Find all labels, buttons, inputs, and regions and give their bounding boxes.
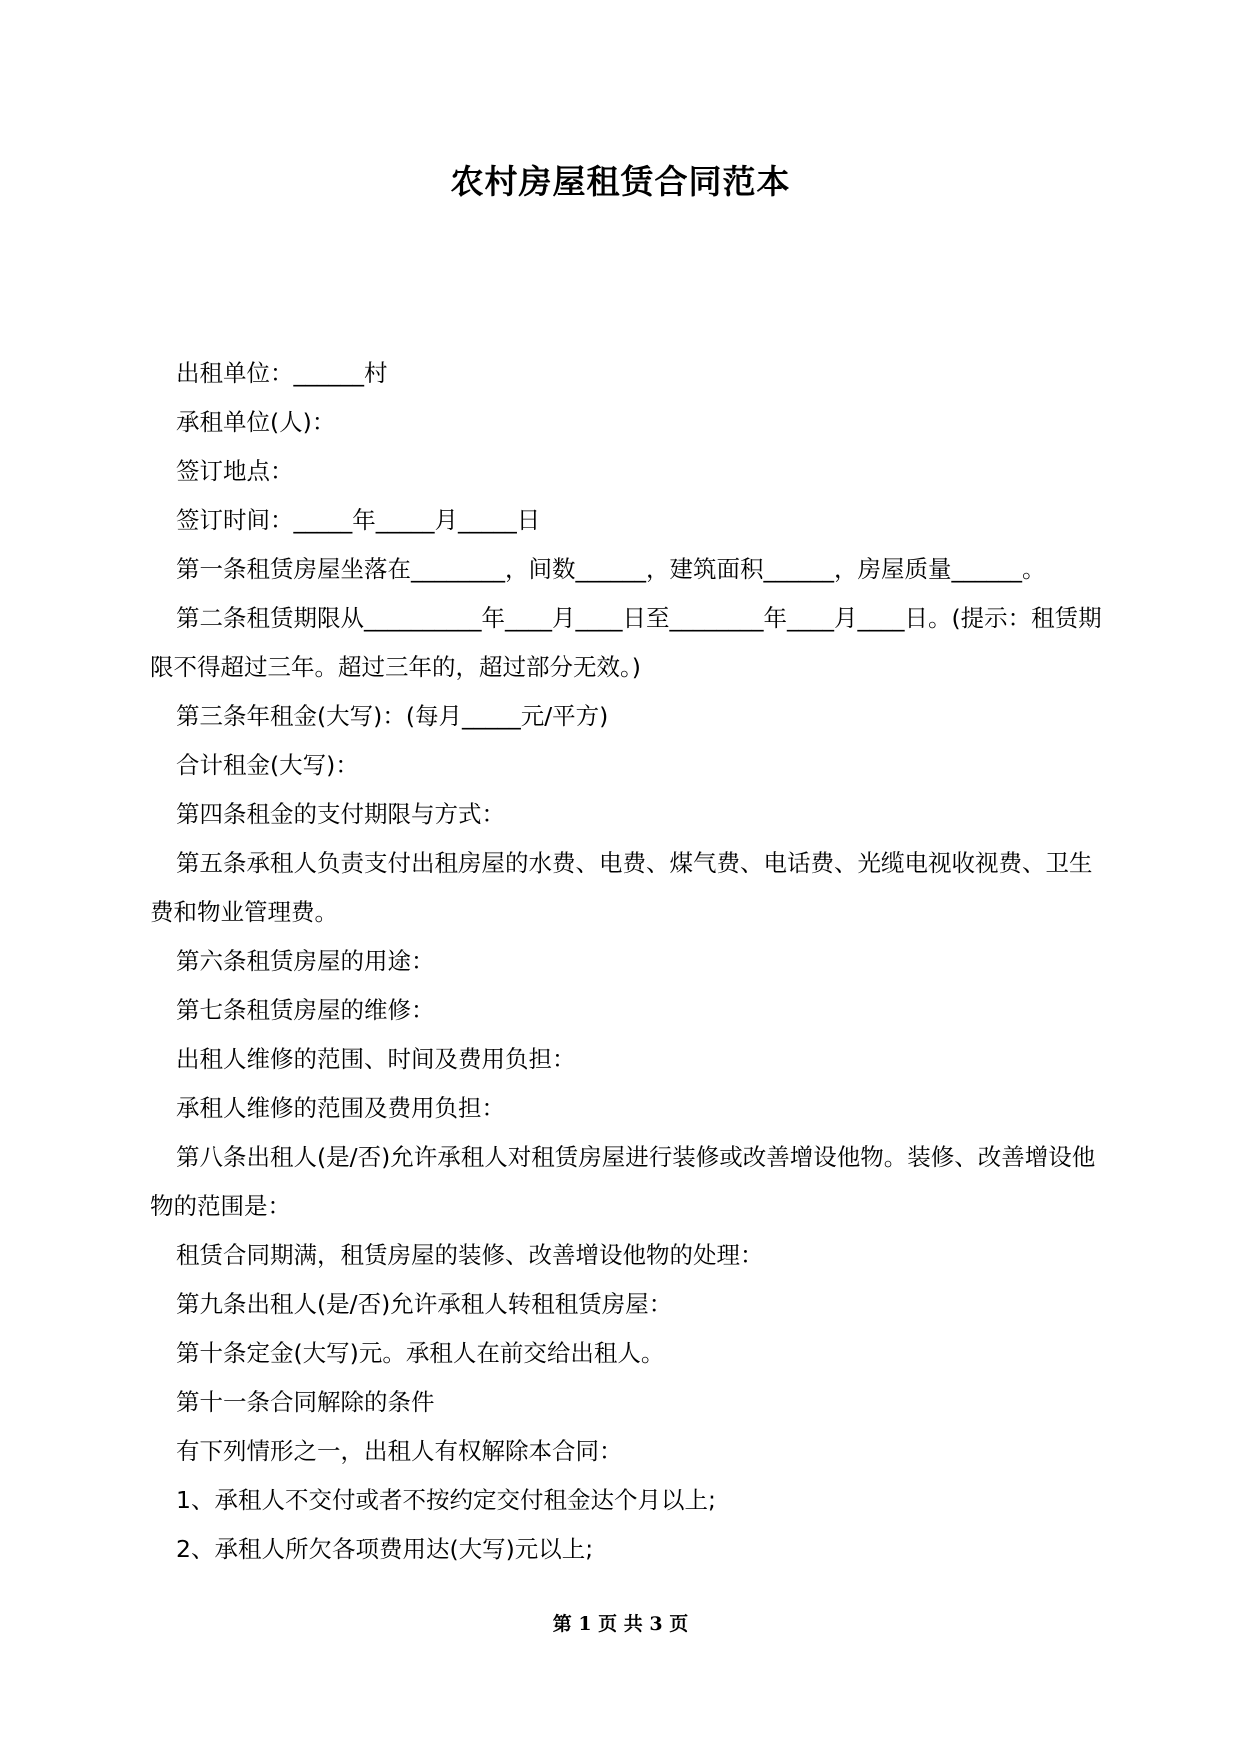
paragraph-article-7: 第七条租赁房屋的维修：	[176, 996, 435, 1024]
paragraph-lessor-repair: 出租人维修的范围、时间及费用负担：	[176, 1045, 576, 1073]
paragraph-article-3: 第三条年租金(大写)：(每月_____元/平方)	[176, 702, 609, 730]
document-title: 农村房屋租赁合同范本	[450, 162, 791, 201]
paragraph-article-2: 第二条租赁期限从__________年____月____日至________年____月____日。(提示：租赁期限不得超过三年。超过三年的，超过部分无效。)	[150, 604, 1102, 681]
paragraph-lessor: 出租单位：______村	[176, 359, 388, 387]
paragraph-expiry-handling: 租赁合同期满，租赁房屋的装修、改善增设他物的处理：	[176, 1241, 764, 1269]
paragraph-total-rent: 合计租金(大写)：	[176, 751, 359, 779]
paragraph-termination-intro: 有下列情形之一，出租人有权解除本合同：	[176, 1437, 623, 1465]
paragraph-condition-1: 1、承租人不交付或者不按约定交付租金达个月以上;	[176, 1486, 716, 1514]
document-body	[150, 349, 1110, 1574]
paragraph-lessee-repair: 承租人维修的范围及费用负担：	[176, 1094, 505, 1122]
paragraph-signing-date: 签订时间：_____年_____月_____日	[176, 506, 541, 534]
paragraph-condition-2: 2、承租人所欠各项费用达(大写)元以上;	[176, 1535, 594, 1563]
paragraph-article-9: 第九条出租人(是/否)允许承租人转租租赁房屋：	[176, 1290, 673, 1318]
paragraph-article-6: 第六条租赁房屋的用途：	[176, 947, 435, 975]
paragraph-article-11: 第十一条合同解除的条件	[176, 1388, 435, 1416]
paragraph-article-5: 第五条承租人负责支付出租房屋的水费、电费、煤气费、电话费、光缆电视收视费、卫生费和物业管理费。	[150, 849, 1093, 926]
page-number-footer: 第 1 页 共 3 页	[552, 1613, 689, 1635]
paragraph-article-8: 第八条出租人(是/否)允许承租人对租赁房屋进行装修或改善增设他物。装修、改善增设他物的范围是：	[150, 1143, 1096, 1220]
paragraph-article-10: 第十条定金(大写)元。承租人在前交给出租人。	[176, 1339, 665, 1367]
paragraph-lessee: 承租单位(人)：	[176, 408, 336, 436]
paragraph-signing-place: 签订地点：	[176, 457, 294, 485]
paragraph-article-1: 第一条租赁房屋坐落在________，间数______，建筑面积______，房屋质量______。	[176, 555, 1046, 583]
paragraph-article-4: 第四条租金的支付期限与方式：	[176, 800, 505, 828]
